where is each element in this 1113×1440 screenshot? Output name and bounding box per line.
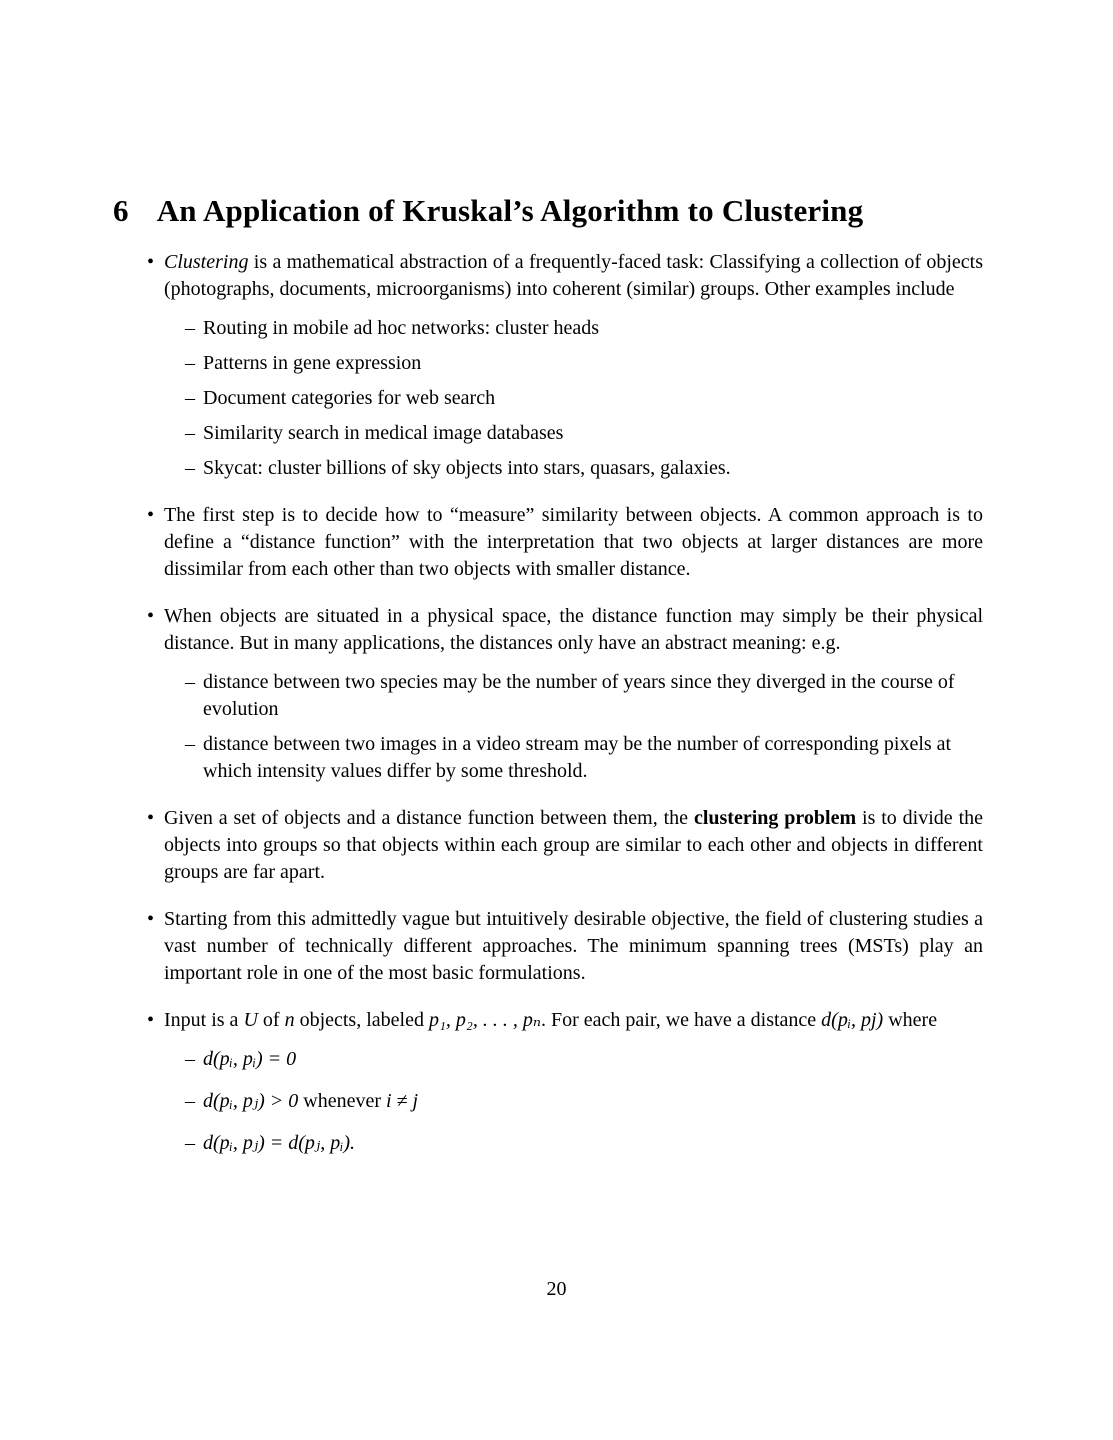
abstract-distance-list <box>164 669 983 785</box>
list-item: – Similarity search in medical image databases <box>164 420 983 447</box>
math-inequality: i ≠ j <box>386 1090 419 1112</box>
bullet-item <box>113 249 983 482</box>
list-item: – Document categories for web search <box>164 385 983 412</box>
math-distance-fn: d(pᵢ, pj) <box>821 1009 884 1031</box>
dash-icon: – <box>185 422 195 444</box>
math-property-1: d(pᵢ, pᵢ) = 0 <box>203 1048 297 1070</box>
dash-icon: – <box>185 1090 195 1112</box>
term-clustering-problem: clustering problem <box>693 807 857 829</box>
math-n: n <box>284 1009 295 1031</box>
bullet-icon: • <box>147 1009 155 1031</box>
paragraph-input-definition: Input is a U of n objects, labeled p₁, p₂, . . . , pₙ. For each pair, we have a distance d(pᵢ, pj) where <box>164 1009 938 1031</box>
bullet-icon: • <box>147 807 155 829</box>
bullet-icon: • <box>147 251 155 273</box>
bullet-list <box>113 249 983 1157</box>
paragraph-measure-similarity: The first step is to decide how to “measure” similarity between objects. A common approach is to define a “distance function” with the interpretation that two objects at larger distances are more dissimilar from each other than two objects with smaller distance. <box>164 504 983 580</box>
dash-icon: – <box>185 352 195 374</box>
list-item: – Skycat: cluster billions of sky objects into stars, quasars, galaxies. <box>164 455 983 482</box>
section-heading <box>113 193 983 229</box>
dash-icon: – <box>185 1132 195 1154</box>
section-number: 6 <box>113 193 129 228</box>
list-item: – distance between two images in a video stream may be the number of corresponding pixels at which intensity values differ by some threshold. <box>185 733 952 782</box>
dash-icon: – <box>185 733 195 755</box>
bullet-item <box>113 603 983 785</box>
list-item: – distance between two species may be the number of years since they diverged in the course of evolution <box>185 671 955 720</box>
bullet-icon: • <box>147 908 155 930</box>
page-number: 20 <box>546 1278 567 1300</box>
dash-icon: – <box>185 671 195 693</box>
bullet-icon: • <box>147 504 155 526</box>
bullet-item <box>113 906 983 987</box>
term-clustering: Clustering <box>164 251 249 273</box>
examples-list <box>164 315 983 482</box>
dash-icon: – <box>185 1048 195 1070</box>
list-item <box>164 1130 983 1157</box>
list-item: – d(pᵢ, pⱼ) > 0 whenever i ≠ j <box>164 1088 983 1115</box>
list-item: – Routing in mobile ad hoc networks: cluster heads <box>164 315 983 342</box>
math-property-3: d(pᵢ, pⱼ) = d(pⱼ, pᵢ). <box>203 1132 356 1154</box>
bullet-item <box>113 1007 983 1157</box>
section-title: An Application of Kruskal’s Algorithm to Clustering <box>156 193 864 228</box>
math-property-2: d(pᵢ, pⱼ) > 0 <box>203 1090 299 1112</box>
list-item <box>164 1046 983 1073</box>
dash-icon: – <box>185 457 195 479</box>
paragraph-physical-space: When objects are situated in a physical space, the distance function may simply be their physical distance. But in many applications, the distances only have an abstract meaning: e.g. <box>164 605 983 654</box>
distance-properties-list <box>164 1046 983 1157</box>
bullet-icon: • <box>147 605 155 627</box>
bullet-item <box>113 502 983 583</box>
math-U: U <box>243 1009 258 1031</box>
math-labels: p₁, p₂, . . . , pₙ <box>428 1009 541 1031</box>
list-item: – Patterns in gene expression <box>164 350 983 377</box>
paragraph-clustering-problem: Given a set of objects and a distance function between them, the clustering problem is to divide the objects into groups so that objects within each group are similar to each other and objects in different groups are far apart. <box>164 807 983 883</box>
dash-icon: – <box>185 317 195 339</box>
dash-icon: – <box>185 387 195 409</box>
bullet-item <box>113 805 983 886</box>
paragraph-clustering-intro: Clustering is a mathematical abstraction of a frequently-faced task: Classifying a collection of objects (photographs, documents, microorganisms) into coherent (similar) groups. Other examples include <box>164 251 983 300</box>
paragraph-mst-role: Starting from this admittedly vague but intuitively desirable objective, the field of clustering studies a vast number of technically different approaches. The minimum spanning trees (MSTs) play an important role in one of the most basic formulations. <box>164 908 983 984</box>
